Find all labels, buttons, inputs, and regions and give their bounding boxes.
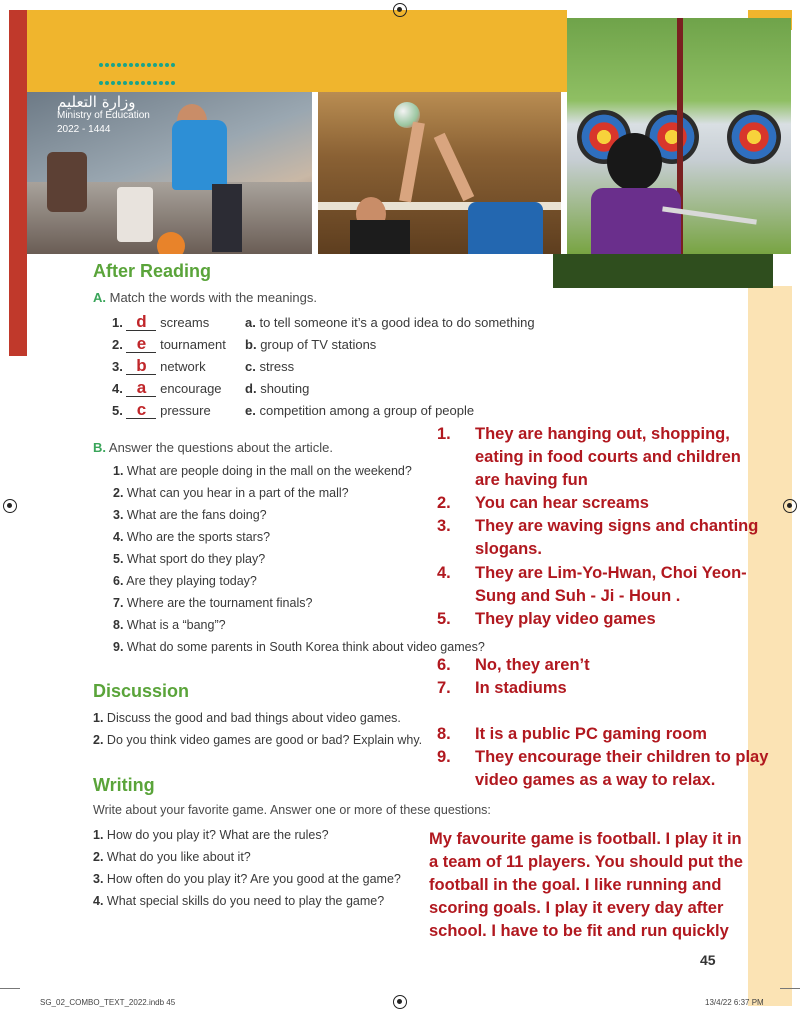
crop-mark <box>780 988 800 989</box>
question-row <box>113 530 485 552</box>
question-row <box>113 618 485 640</box>
writing-text: How often do you play it? Are you good at the game? <box>106 872 401 886</box>
match-word: encourage <box>160 381 222 396</box>
answer-number: 3. <box>437 517 451 535</box>
question-number: 4. <box>113 530 124 544</box>
meaning-text: stress <box>259 359 295 374</box>
question-number: 8. <box>113 618 124 632</box>
writing-item <box>93 894 401 916</box>
discussion-text: Do you think video games are good or bad? Explain why. <box>106 733 423 747</box>
match-word: network <box>160 359 206 374</box>
writing-number: 3. <box>93 872 104 886</box>
writing-number: 2. <box>93 850 104 864</box>
answer-line: In stadiums <box>475 679 567 697</box>
question-number: 6. <box>113 574 124 588</box>
writing-text: What special skills do you need to play the game? <box>106 894 385 908</box>
answer-line: eating in food courts and children <box>475 448 741 466</box>
meaning-letter: c. <box>245 359 256 374</box>
left-color-strip <box>9 10 27 356</box>
answer-2 <box>437 492 649 515</box>
meaning-text: group of TV stations <box>260 337 377 352</box>
question-text: Who are the sports stars? <box>126 530 271 544</box>
part-a-instruction <box>93 290 317 305</box>
answer-number: 9. <box>437 748 451 766</box>
writing-answer-line: school. I have to be fit and run quickly <box>429 922 729 940</box>
writing-heading: Writing <box>93 775 155 795</box>
answer-6 <box>437 654 590 677</box>
footer-date: 13/4/22 6:37 PM <box>705 998 764 1007</box>
answer-line: are having fun <box>475 471 588 489</box>
questions-list <box>113 464 485 662</box>
writing-item <box>93 828 401 850</box>
discussion-text: Discuss the good and bad things about video games. <box>106 711 401 725</box>
question-number: 7. <box>113 596 124 610</box>
question-text: What do some parents in South Korea think about video games? <box>126 640 485 654</box>
meaning-letter: b. <box>245 337 257 352</box>
answer-line: It is a public PC gaming room <box>475 725 707 743</box>
answer-number: 2. <box>437 494 451 512</box>
question-text: What sport do they play? <box>126 552 266 566</box>
answer-5 <box>437 608 656 631</box>
ministry-year: 2022 - 1444 <box>57 124 111 135</box>
meaning-letter: a. <box>245 315 256 330</box>
writing-number: 4. <box>93 894 104 908</box>
question-row <box>113 508 485 530</box>
registration-mark-icon <box>783 499 797 513</box>
answer-number: 6. <box>437 656 451 674</box>
writing-text: What do you like about it? <box>106 850 251 864</box>
match-word-row <box>112 401 226 423</box>
match-answer: b <box>126 357 156 375</box>
question-text: Are they playing today? <box>126 574 257 588</box>
question-text: What can you hear in a part of the mall? <box>126 486 349 500</box>
match-word-row <box>112 379 226 401</box>
writing-answer-line: My favourite game is football. I play it in <box>429 830 742 848</box>
writing-text: How do you play it? What are the rules? <box>106 828 329 842</box>
answer-4 <box>437 562 747 608</box>
meaning-letter: d. <box>245 381 257 396</box>
answer-9 <box>437 746 768 792</box>
part-a-letter: A. <box>93 290 106 305</box>
answer-number: 7. <box>437 679 451 697</box>
question-row <box>113 596 485 618</box>
ministry-english: Ministry of Education <box>57 110 150 121</box>
archery-photo-ground <box>553 254 773 288</box>
answer-line: They are Lim-Yo-Hwan, Choi Yeon- <box>475 564 747 582</box>
answer-number: 8. <box>437 725 451 743</box>
answer-7 <box>437 677 567 700</box>
match-answer: d <box>126 313 156 331</box>
part-b-letter: B. <box>93 440 106 455</box>
discussion-item <box>93 711 422 733</box>
discussion-number: 1. <box>93 711 104 725</box>
question-number: 2. <box>113 486 124 500</box>
part-b-text: Answer the questions about the article. <box>108 440 333 455</box>
answer-number: 1. <box>437 425 451 443</box>
match-word-row <box>112 313 226 335</box>
writing-answer-line: scoring goals. I play it every day after <box>429 899 724 917</box>
registration-mark-icon <box>393 3 407 17</box>
bowling-photo <box>27 92 312 254</box>
writing-list <box>93 828 401 916</box>
part-b-instruction <box>93 440 333 455</box>
answer-line: They are waving signs and chanting <box>475 517 759 535</box>
answer-number: 4. <box>437 564 451 582</box>
answer-line: No, they aren’t <box>475 656 590 674</box>
meaning-letter: e. <box>245 403 256 418</box>
writing-answer-line: a team of 11 players. You should put the <box>429 853 743 871</box>
match-word: screams <box>160 315 210 330</box>
registration-mark-icon <box>3 499 17 513</box>
question-text: What is a “bang”? <box>126 618 226 632</box>
answer-line: video games as a way to relax. <box>475 771 716 789</box>
discussion-number: 2. <box>93 733 104 747</box>
ministry-label <box>57 95 150 137</box>
footer-file: SG_02_COMBO_TEXT_2022.indb 45 <box>40 998 176 1007</box>
writing-answer <box>429 828 743 943</box>
meaning-text: shouting <box>260 381 310 396</box>
match-answer: e <box>126 335 156 353</box>
question-text: Where are the tournament finals? <box>126 596 313 610</box>
match-word-row <box>112 357 226 379</box>
writing-answer-line: football in the goal. I like running and <box>429 876 722 894</box>
registration-mark-icon <box>393 995 407 1009</box>
meaning-row <box>245 381 535 403</box>
match-meanings-list <box>245 315 535 425</box>
question-row <box>113 552 485 574</box>
crop-mark <box>0 988 20 989</box>
question-number: 9. <box>113 640 124 654</box>
archery-photo <box>567 18 791 254</box>
question-text: What are the fans doing? <box>126 508 267 522</box>
question-number: 3. <box>113 508 124 522</box>
question-row <box>113 486 485 508</box>
answer-line: You can hear screams <box>475 494 649 512</box>
meaning-text: to tell someone it’s a good idea to do something <box>259 315 535 330</box>
volleyball-photo <box>318 92 561 254</box>
writing-item <box>93 850 401 872</box>
meaning-row <box>245 403 535 425</box>
question-row <box>113 464 485 486</box>
question-number: 1. <box>113 464 124 478</box>
meaning-row <box>245 337 535 359</box>
meaning-row <box>245 315 535 337</box>
match-word: pressure <box>160 403 211 418</box>
match-number: 3. <box>112 359 123 374</box>
discussion-heading: Discussion <box>93 681 190 701</box>
answer-8 <box>437 723 707 746</box>
match-number: 1. <box>112 315 123 330</box>
match-number: 5. <box>112 403 123 418</box>
match-answer: c <box>126 401 156 419</box>
answer-line: They are hanging out, shopping, <box>475 425 730 443</box>
writing-number: 1. <box>93 828 104 842</box>
answer-line: They encourage their children to play <box>475 748 769 766</box>
meaning-text: competition among a group of people <box>259 403 475 418</box>
answer-number: 5. <box>437 610 451 628</box>
answer-line: slogans. <box>475 540 542 558</box>
ministry-arabic: وزارة التعليم <box>57 93 136 111</box>
question-row <box>113 574 485 596</box>
right-color-strip <box>748 286 792 1006</box>
discussion-item <box>93 733 422 755</box>
writing-instruction: Write about your favorite game. Answer one or more of these questions: <box>93 803 491 817</box>
after-reading-heading: After Reading <box>93 261 212 281</box>
match-word-row <box>112 335 226 357</box>
question-text: What are people doing in the mall on the weekend? <box>126 464 412 478</box>
match-number: 2. <box>112 337 123 352</box>
writing-item <box>93 872 401 894</box>
meaning-row <box>245 359 535 381</box>
answer-line: They play video games <box>475 610 656 628</box>
question-number: 5. <box>113 552 124 566</box>
ministry-logo-icon <box>98 55 190 79</box>
answer-1 <box>437 423 741 492</box>
answer-line: Sung and Suh - Ji - Houn . <box>475 587 681 605</box>
question-row <box>113 640 485 662</box>
match-words-list <box>112 313 226 423</box>
part-a-text: Match the words with the meanings. <box>109 290 318 305</box>
match-answer: a <box>126 379 156 397</box>
answer-3 <box>437 515 758 561</box>
match-number: 4. <box>112 381 123 396</box>
match-word: tournament <box>160 337 226 352</box>
page-number: 45 <box>700 952 716 968</box>
discussion-list <box>93 711 422 755</box>
